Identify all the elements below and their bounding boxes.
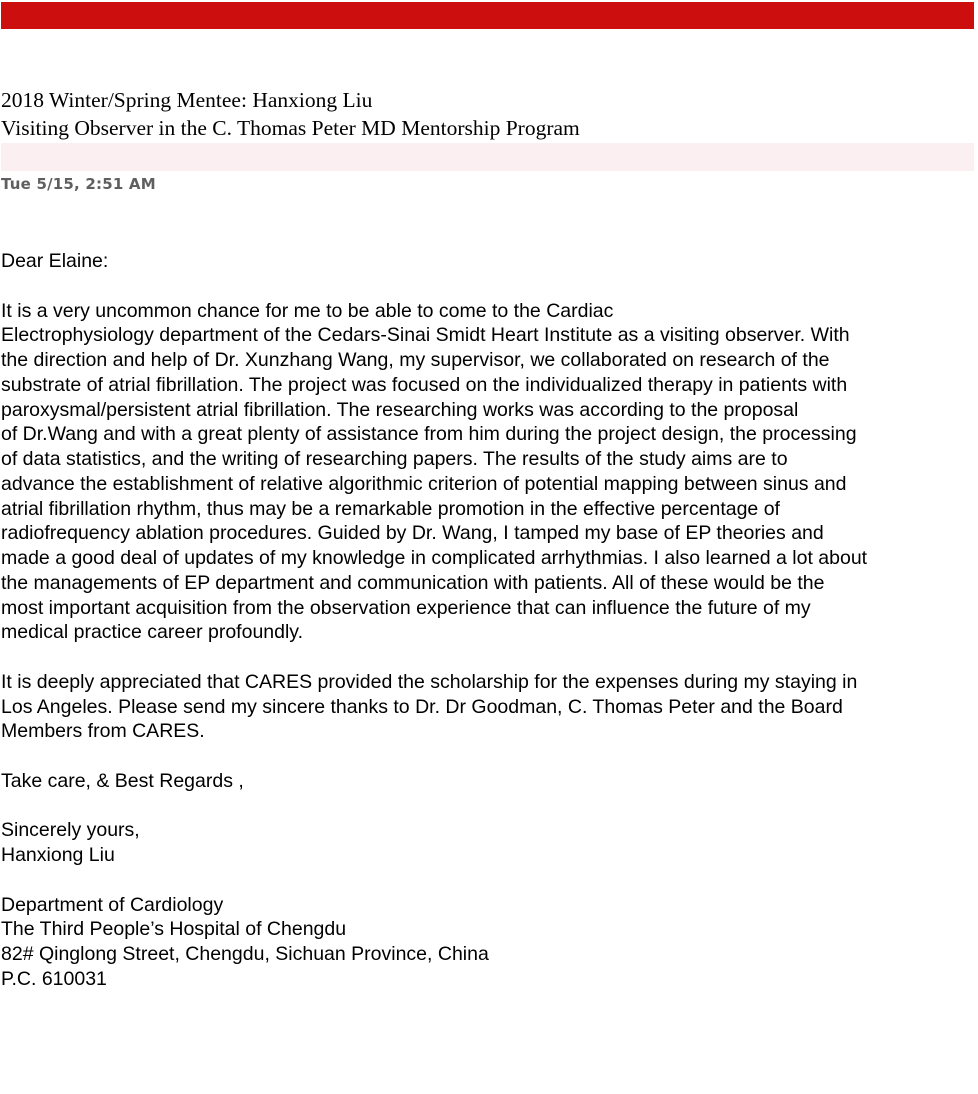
paragraph-line: made a good deal of updates of my knowledge in complicated arrhythmias. I also learned a lot about: [1, 547, 868, 569]
paragraph-line: radiofrequency ablation procedures. Guided by Dr. Wang, I tamped my base of EP theories and: [1, 522, 824, 545]
signoff: Sincerely yours,: [1, 819, 140, 842]
message-header-divider: [1, 143, 974, 171]
paragraph-line: paroxysmal/persistent atrial fibrillation. The researching works was according to the proposal: [1, 398, 799, 421]
address-line: P.C. 610031: [1, 967, 107, 990]
paragraph-line: atrial fibrillation rhythm, thus may be a remarkable promotion in the effective percentage of: [1, 497, 780, 520]
paragraph-experience: [1, 299, 977, 646]
paragraph-line: medical practice career profoundly.: [1, 621, 304, 644]
message-timestamp: Tue 5/15, 2:51 AM: [1, 175, 156, 193]
paragraph-line: the direction and help of Dr. Xunzhang Wang, my supervisor, we collaborated on research of the: [1, 349, 830, 371]
signature-name: Hanxiong Liu: [1, 844, 115, 866]
paragraph-line: substrate of atrial fibrillation. The project was focused on the individualized therapy in patients with: [1, 373, 848, 396]
paragraph-line: advance the establishment of relative algorithmic criterion of potential mapping between sinus and: [1, 472, 847, 495]
red-banner: [1, 2, 974, 29]
paragraph-thanks: [1, 670, 977, 744]
letter-body: [1, 249, 977, 1016]
paragraph-line: Los Angeles. Please send my sincere thanks to Dr. Dr Goodman, C. Thomas Peter and the Board: [1, 695, 843, 718]
address-line: Department of Cardiology: [1, 893, 224, 916]
paragraph-line: Electrophysiology department of the Cedars-Sinai Smidt Heart Institute as a visiting observer. With: [1, 324, 850, 347]
salutation: Dear Elaine:: [1, 250, 109, 272]
paragraph-line: most important acquisition from the observation experience that can influence the future of my: [1, 596, 811, 619]
paragraph-line: It is deeply appreciated that CARES provided the scholarship for the expenses during my staying in: [1, 670, 858, 693]
signature-block: [1, 818, 977, 868]
closing: Take care, & Best Regards ,: [1, 769, 244, 792]
address-line: The Third People’s Hospital of Chengdu: [1, 918, 347, 941]
paragraph-line: the managements of EP department and communication with patients. All of these would be the: [1, 571, 825, 594]
mentee-title: 2018 Winter/Spring Mentee: Hanxiong Liu: [1, 88, 373, 112]
address-block: [1, 893, 977, 992]
program-subtitle: Visiting Observer in the C. Thomas Peter MD Mentorship Program: [1, 116, 580, 140]
paragraph-line: It is a very uncommon chance for me to be able to come to the Cardiac: [1, 299, 614, 322]
paragraph-line: of Dr.Wang and with a great plenty of assistance from him during the project design, the processing: [1, 423, 857, 446]
address-line: 82# Qinglong Street, Chengdu, Sichuan Province, China: [1, 943, 489, 965]
paragraph-line: of data statistics, and the writing of researching papers. The results of the study aims are to: [1, 448, 788, 470]
paragraph-line: Members from CARES.: [1, 720, 205, 743]
